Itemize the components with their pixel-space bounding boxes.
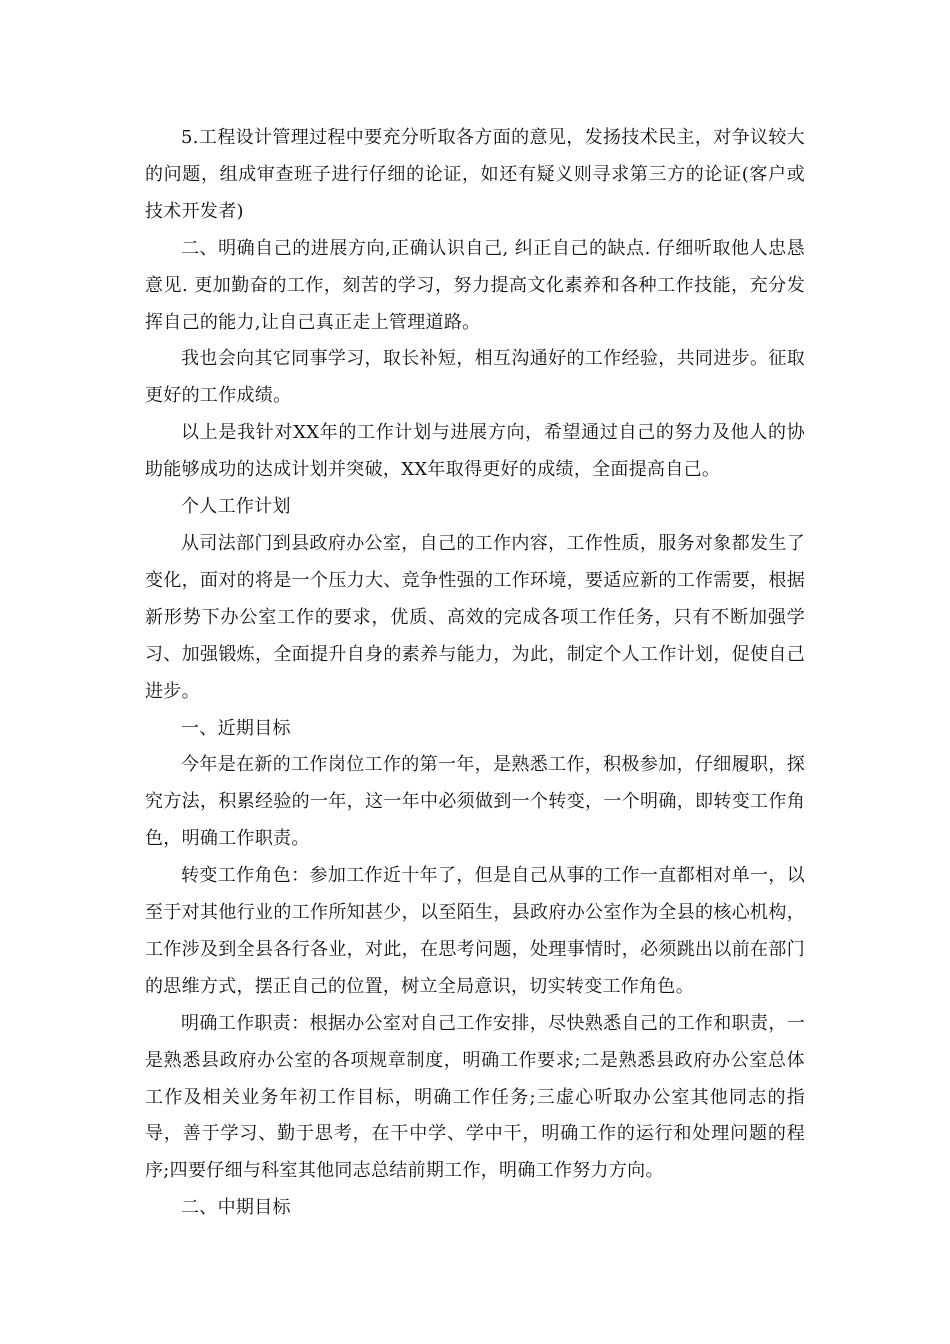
paragraph-clarify-duties: 明确工作职责：根据办公室对自己工作安排，尽快熟悉自己的工作和职责，一是熟悉县政府办公室的各项规章制度，明确工作要求;二是熟悉县政府办公室总体工作及相关业务年初工作目标，明确工作任务;三虚心听取办公室其他同志的指导，善于学习、勤于思考，在干中学、学中干，明确工作的运行和处理问题的程序;四要仔细与科室其他同志总结前期工作，明确工作努力方向。 <box>145 1012 805 1182</box>
paragraph-learn-from-colleagues: 我也会向其它同事学习，取长补短，相互沟通好的工作经验，共同进步。征取更好的工作成绩。 <box>145 348 805 407</box>
heading-mid-term-goals: 二、中期目标 <box>181 1197 291 1219</box>
paragraph-introduction: 从司法部门到县政府办公室，自己的工作内容，工作性质，服务对象都发生了变化，面对的将是一个压力大、竞争性强的工作环境，要适应新的工作需要，根据新形势下办公室工作的要求，优质、高效的完成各项工作任务，只有不断加强学习、加强锻炼，全面提升自身的素养与能力，为此，制定个人工作计划，促使自己进步。 <box>145 532 805 702</box>
paragraph-design-management: 5.工程设计管理过程中要充分听取各方面的意见，发扬技术民主，对争议较大的问题，组成审查班子进行仔细的论证，如还有疑义则寻求第三方的论证(客户或技术开发者) <box>145 127 805 222</box>
paragraph-change-role: 转变工作角色：参加工作近十年了，但是自己从事的工作一直都相对单一，以至于对其他行业的工作所知甚少，以至陌生，县政府办公室作为全县的核心机构，工作涉及到全县各行各业，对此，在思考问题，处理事情时，必须跳出以前在部门的思维方式，摆正自己的位置，树立全局意识，切实转变工作角色。 <box>145 865 805 997</box>
paragraph-development-direction: 二、明确自己的进展方向,正确认识自己, 纠正自己的缺点. 仔细听取他人忠恳意见. 更加勤奋的工作，刻苦的学习，努力提高文化素养和各种工作技能，充分发挥自己的能力,让自己真正走上管理道路。 <box>145 237 805 333</box>
heading-near-term-goals: 一、近期目标 <box>181 717 291 739</box>
paragraph-first-year: 今年是在新的工作岗位工作的第一年，是熟悉工作，积极参加，仔细履职，探究方法，积累经验的一年，这一年中必须做到一个转变，一个明确，即转变工作角色，明确工作职责。 <box>145 754 805 850</box>
section-title-personal-plan: 个人工作计划 <box>181 496 291 518</box>
paragraph-plan-summary: 以上是我针对XX年的工作计划与进展方向，希望通过自己的努力及他人的协助能够成功的达成计划并突破，XX年取得更好的成绩，全面提高自己。 <box>145 422 805 481</box>
document-body <box>145 120 805 1227</box>
